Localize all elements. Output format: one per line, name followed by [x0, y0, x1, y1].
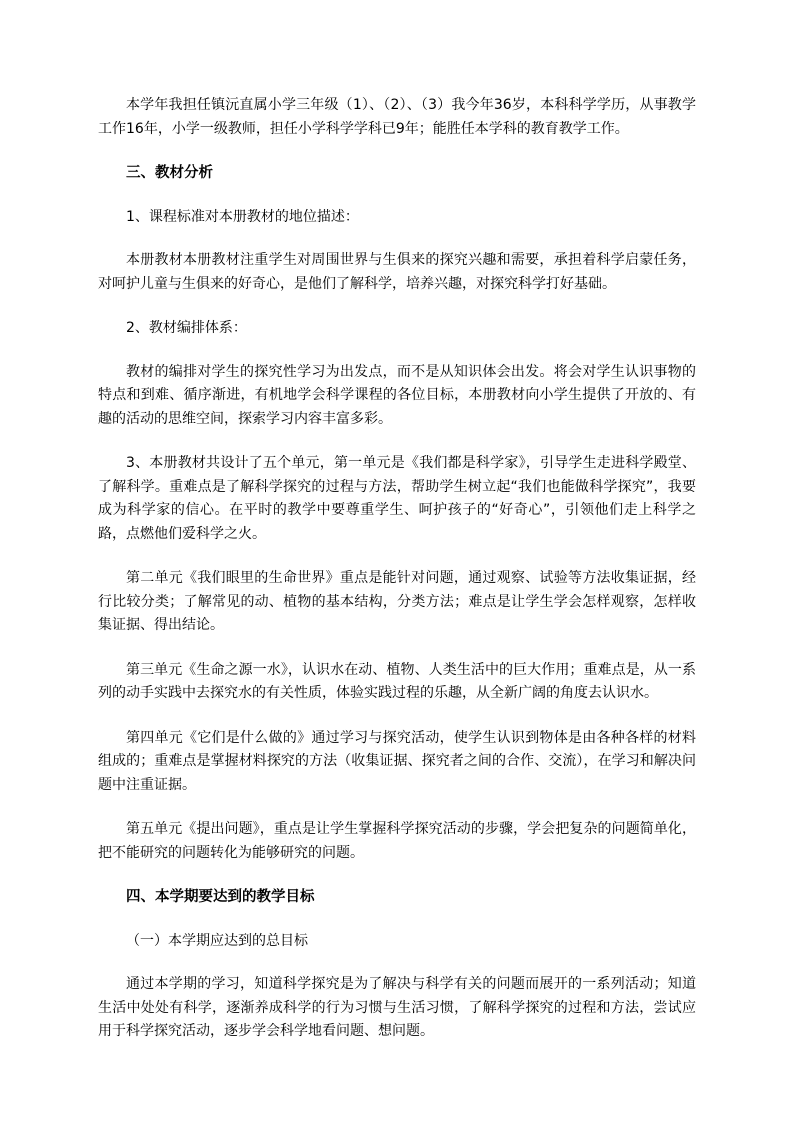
- body-paragraph: 通过本学期的学习，知道科学探究是为了解决与科学有关的问题而展开的一系列活动；知道生活中处处有科学，逐渐养成科学的行为习惯与生活习惯，了解科学探究的过程和方法，尝试应用于科学探究活动，逐步学会科学地看问题、想问题。: [98, 976, 696, 1039]
- subheading-overall-goal: （一）本学期应达到的总目标: [126, 932, 308, 949]
- section-heading-teaching-goals: 四、本学期要达到的教学目标: [126, 889, 315, 905]
- subheading-textbook-structure: 2、教材编排体系：: [126, 320, 247, 336]
- body-paragraph: 3、本册教材共设计了五个单元，第一单元是《我们都是科学家》，引导学生走进科学殿堂、了解科学。重难点是了解科学探究的过程与方法，帮助学生树立起“我们也能做科学探究”，我要成为科学家的信心。在平时的教学中要尊重学生、呵护孩子的“好奇心”，引领他们走上科学之路，点燃他们爱科学之火。: [98, 455, 696, 542]
- body-paragraph: 第五单元《提出问题》，重点是让学生掌握科学探究活动的步骤，学会把复杂的问题简单化，把不能研究的问题转化为能够研究的问题。: [98, 821, 696, 861]
- body-paragraph: 本册教材本册教材注重学生对周围世界与生俱来的探究兴趣和需要，承担着科学启蒙任务，对呵护儿童与生俱来的好奇心，是他们了解科学，培养兴趣，对探究科学打好基础。: [98, 252, 696, 292]
- section-heading-textbook-analysis: 三、教材分析: [126, 165, 213, 181]
- body-paragraph: 第三单元《生命之源一水》，认识水在动、植物、人类生活中的巨大作用；重难点是，从一系列的动手实践中去探究水的有关性质，体验实践过程的乐趣，从全新广阔的角度去认识水。: [98, 661, 696, 701]
- intro-paragraph: 本学年我担任镇沅直属小学三年级（1）、（2）、（3）我今年36岁，本科科学学历，从事教学工作16年，小学一级教师，担任小学科学学科已9年；能胜任本学科的教育教学工作。: [98, 97, 696, 137]
- document-body: [98, 94, 696, 1065]
- body-paragraph: 教材的编排对学生的探究性学习为出发点，而不是从知识体会出发。将会对学生认识事物的特点和到难、循序渐进，有机地学会科学课程的各位目标，本册教材向小学生提供了开放的、有趣的活动的思维空间，探索学习内容丰富多彩。: [98, 363, 696, 427]
- body-paragraph: 第二单元《我们眼里的生命世界》重点是能针对问题，通过观察、试验等方法收集证据，经行比较分类；了解常见的动、植物的基本结构，分类方法；难点是让学生学会怎样观察，怎样收集证据、得出结论。: [98, 570, 696, 633]
- body-paragraph: 第四单元《它们是什么做的》通过学习与探究活动，使学生认识到物体是由各种各样的材料组成的；重难点是掌握材料探究的方法（收集证据、探究者之间的合作、交流），在学习和解决问题中注重证据。: [98, 729, 696, 793]
- subheading-curriculum-position: 1、课程标准对本册教材的地位描述：: [126, 208, 359, 225]
